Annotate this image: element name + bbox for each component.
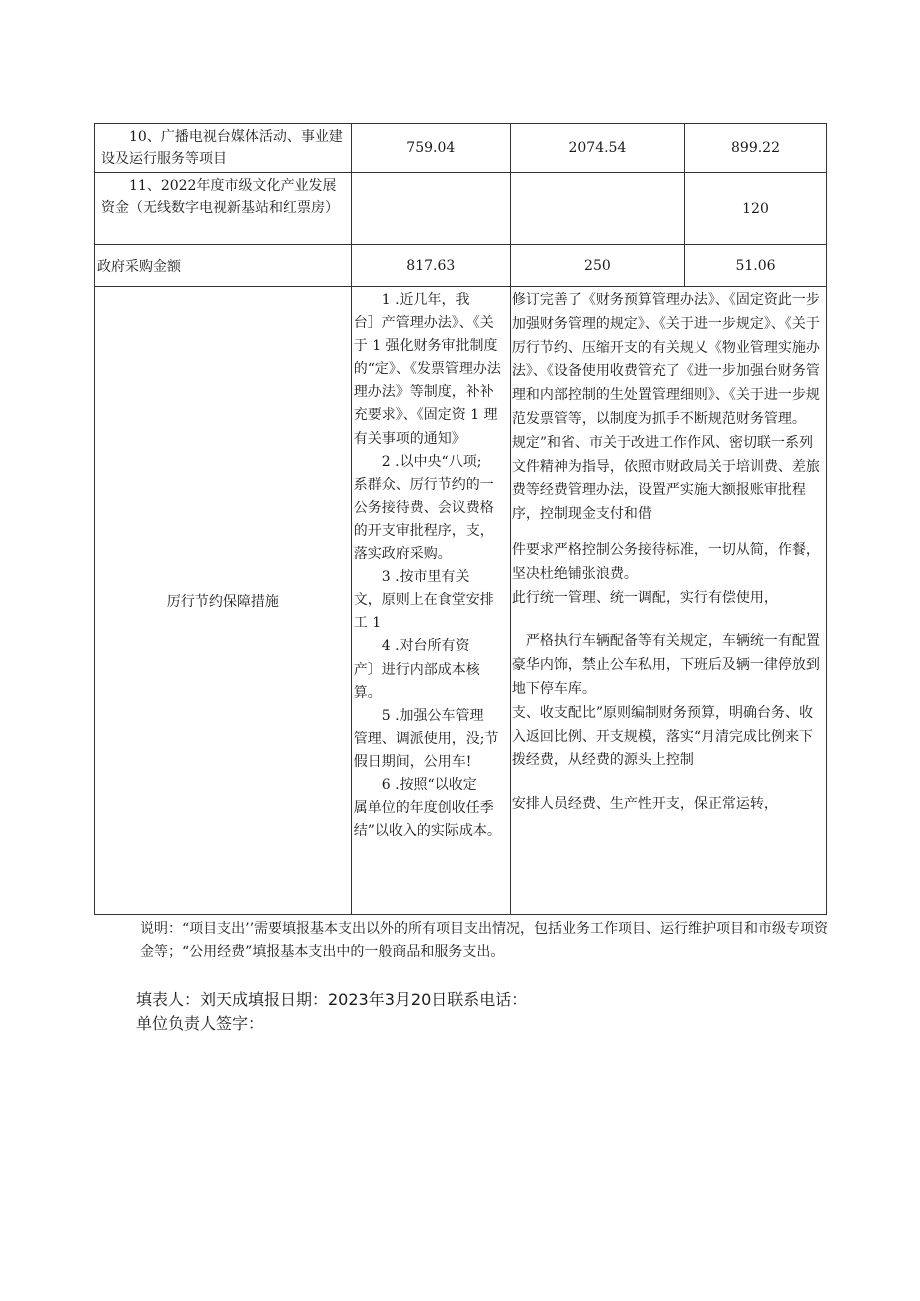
value-cell: 120 bbox=[685, 173, 827, 245]
measure-item: 5 .加强公车管理 bbox=[381, 707, 484, 724]
measure-item: 3 .按市里有关 bbox=[381, 569, 470, 586]
signature-line: 单位负责人签字： bbox=[136, 1014, 265, 1033]
row-label-line1: 11、2022年度市级文化产业发展 bbox=[129, 178, 337, 194]
table-row bbox=[95, 245, 827, 287]
table-row bbox=[95, 287, 827, 915]
measure-item: 6 .按照“以收定 bbox=[381, 776, 477, 793]
measures-label: 厉行节约保障措施 bbox=[95, 287, 352, 915]
budget-table bbox=[94, 123, 827, 915]
measure-item: 2 .以中央“八项; bbox=[381, 453, 482, 470]
value-cell: 759.04 bbox=[351, 124, 510, 173]
value-cell bbox=[510, 173, 684, 245]
measure-paragraph: 此行统一管理、统一调配，实行有偿使用， bbox=[511, 589, 778, 606]
measure-detail: 产〕进行内部成本核算。 bbox=[353, 661, 480, 701]
form-footer bbox=[136, 988, 836, 1036]
filler-info: 填表人：刘天成填报日期：2023年3月20日联系电话： bbox=[136, 990, 528, 1009]
measure-item: 1 .近几年，我 bbox=[381, 292, 470, 308]
measures-right-cell bbox=[510, 287, 826, 915]
value-cell: 899.22 bbox=[685, 124, 827, 173]
measure-paragraph: 规定”和省、市关于改进工作作风、密切联一系列文件精神为指导，依照市财政局关于培训费、差旅费等经费管理办法，设置严实施大额报账审批程序，控制现金支付和借 bbox=[511, 434, 820, 523]
measures-right-text bbox=[512, 289, 824, 817]
procurement-label: 政府采购金额 bbox=[95, 245, 352, 287]
measure-item: 4 .对台所有资 bbox=[381, 638, 470, 655]
table-row bbox=[95, 173, 827, 245]
measure-detail: 管理、调派使用，没;节假日期间，公用车! bbox=[353, 730, 499, 770]
measure-detail: 属单位的年度创收任季结”以收入的实际成本。 bbox=[353, 800, 501, 840]
value-cell: 250 bbox=[510, 245, 684, 287]
measure-detail: 台］产管理办法》、《关于 1 强化财务审批制度的“定》、《发票管理办法理办法》等制度，补补充要求》、《固定资 1 理有关事项的通知》 bbox=[353, 315, 501, 447]
measure-paragraph: 修订完善了《财务预算管理办法》、《固定资此一步加强财务管理的规定》、《关于进一步规定》、《关于厉行节约、压缩开支的有关规乂《物业管理实施办法》、《设备使用收费管充了《进一步加强台财务管理和内部控制的生处置管理细则》、《关于进一步规范发票管等，以制度为抓手不断规范财务管理。 bbox=[511, 292, 820, 427]
value-cell bbox=[351, 173, 510, 245]
row-label bbox=[95, 124, 352, 173]
measures-middle-cell bbox=[351, 287, 510, 915]
row-label-line2: 资金（无线数字电视新基站和红票房） bbox=[101, 200, 339, 216]
measure-paragraph: 件要求严格控制公务接待标准，一切从简，作餐，坚决杜绝铺张浪费。 bbox=[511, 541, 820, 582]
row-label bbox=[95, 173, 352, 245]
measure-detail: 系群众、厉行节约的一公务接待费、会议费格的开支审批程序，支，落实政府采购。 bbox=[353, 476, 494, 563]
row-label-line2: 设及运行服务等项目 bbox=[101, 151, 227, 167]
measure-paragraph: 安排人员经费、生产性开支，保正常运转， bbox=[511, 796, 778, 813]
value-cell: 51.06 bbox=[685, 245, 827, 287]
row-label-line1: 10、广播电视台媒体活动、事业建 bbox=[129, 129, 343, 145]
table-note: 说明：“项目支出’’需要填报基本支出以外的所有项目支出情况，包括业务工作项目、运行维护项目和市级专项资金等；“公用经费”填报基本支出中的一般商品和服务支出。 bbox=[140, 921, 829, 960]
measures-middle-text bbox=[354, 289, 504, 843]
measure-detail: 文，原则上在食堂安排工 1 bbox=[353, 592, 494, 632]
value-cell: 817.63 bbox=[351, 245, 510, 287]
measure-paragraph: 支、收支配比”原则编制财务预算，明确台务、收入返回比例、开支规模，落实“月清完成比例来下拨经费，从经费的源头上控制 bbox=[511, 704, 813, 769]
value-cell: 2074.54 bbox=[510, 124, 684, 173]
table-row bbox=[95, 124, 827, 173]
measure-paragraph: 严格执行车辆配备等有关规定，车辆统一有配置豪华内饰，禁止公车私用，下班后及辆一律停放到地下停车库。 bbox=[511, 633, 820, 697]
